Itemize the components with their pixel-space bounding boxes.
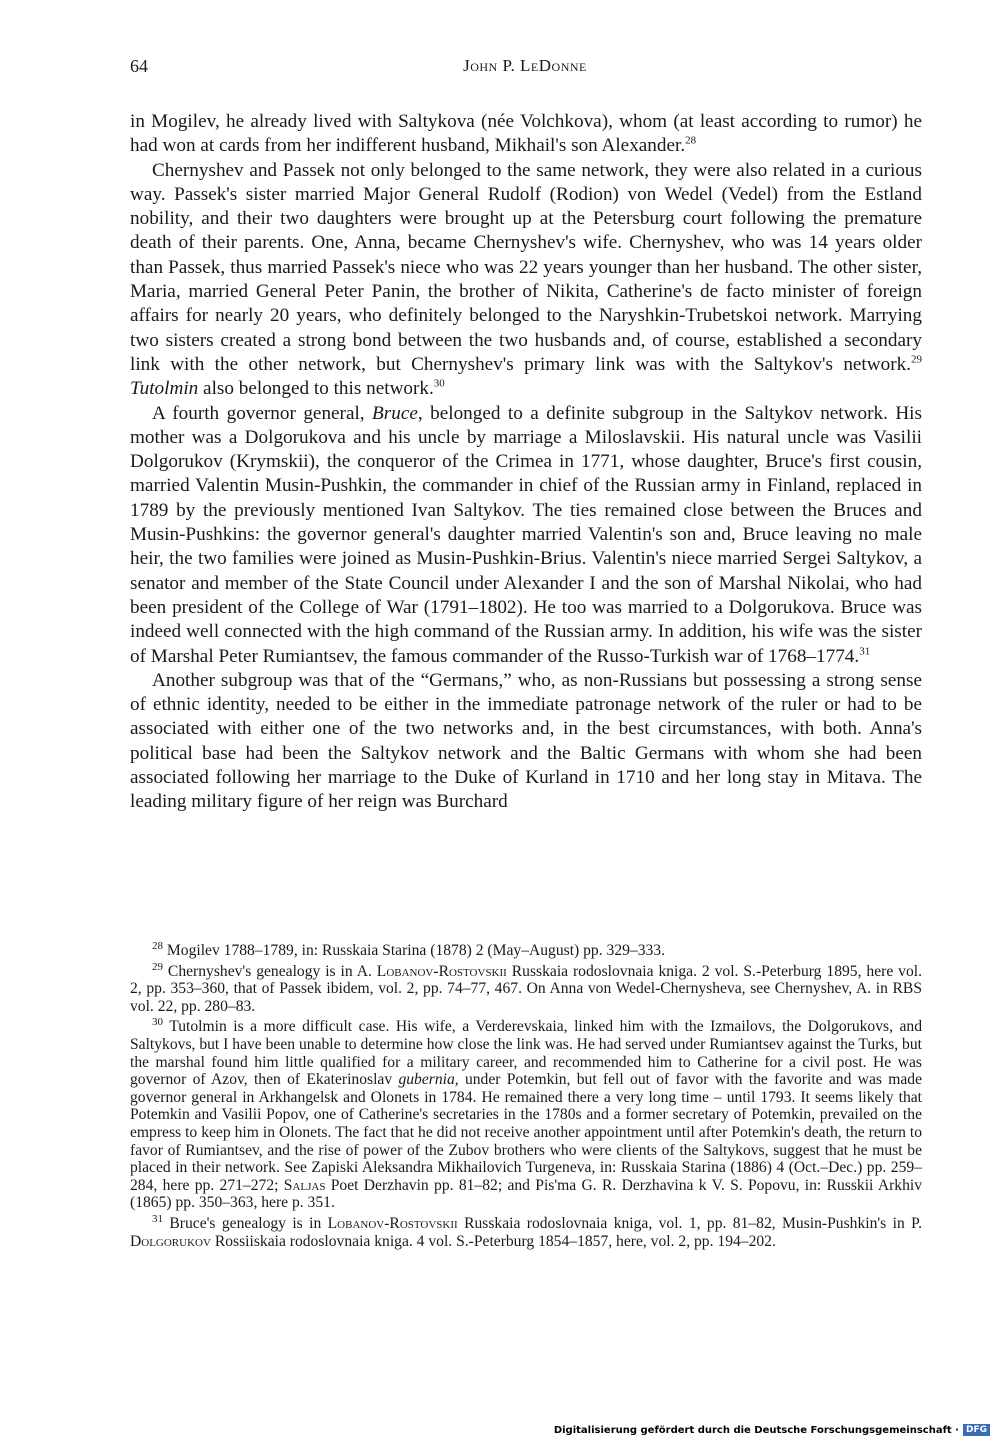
footnote-ref-30[interactable]: 30 (433, 377, 445, 390)
running-head: John P. LeDonne (463, 56, 587, 75)
page-header (130, 56, 920, 86)
footnote-ref-31[interactable]: 31 (859, 645, 871, 658)
footnotes (130, 939, 922, 1250)
paragraph-4: Another subgroup was that of the “Germans,” who, as non-Russians but possessing a strong sense of ethnic identity, needed to be either in the immediate patronage network of the ruler or had to be associated with either one of the two networks and, in the best circumstances, with both. Anna's political base had been the Saltykov network and the Baltic Germans with whom she had been associated following her marriage to the Duke of Kurland in 1710 and her long stay in Mitava. The leading military figure of her reign was Burchard (130, 669, 922, 813)
footnote-ref-29[interactable]: 29 (911, 353, 922, 366)
footnote-ref-28[interactable]: 28 (685, 134, 697, 147)
paragraph-3: A fourth governor general, Bruce, belonged to a definite subgroup in the Saltykov network. His mother was a Dolgorukova and his uncle by marriage a Miloslavskii. His natural uncle was Vasilii Dolgorukov (Krymskii), the conqueror of the Crimea in 1771, whose daughter, Bruce's first cousin, married Valentin Musin-Pushkin, the commander in chief of the Russian army in Finland, replaced in 1789 by the previously mentioned Ivan Saltykov. The ties remained close between the Bruces and Musin-Pushkins: the governor general's daughter married Valentin's son and, Bruce leaving no male heir, the two families were joined as Musin-Pushkin-Brius. Valentin's niece married Sergei Saltykov, a senator and member of the State Council under Alexander I and the son of Marshal Nikolai, who had been president of the College of War (1791–1802). He too was married to a Dolgorukova. Bruce was indeed well connected with the high command of the Russian army. In addition, his wife was the sister of Marshal Peter Rumiantsev, the famous commander of the Russo-Turkish war of 1768–1774.31 (130, 402, 922, 667)
footer-text: Digitalisierung gefördert durch die Deutsche Forschungsgemeinschaft · (553, 1424, 959, 1436)
footnote-31: $^{31}$ Bruce's genealogy is in Lobanov-Rostovskii Russkaia rodoslovnaia kniga, vol. 1, pp. 81–82, Musin-Pushkin's in P. Dolgorukov Rossiiskaia rodoslovnaia kniga. 4 vol. S.-Peterburg 1854–1857, here, vol. 2, pp. 194–202. (130, 1212, 922, 1250)
footnote-30: $^{30}$ Tutolmin is a more difficult case. His wife, a Verderevskaia, linked him with the Izmailovs, the Dolgorukovs, and Saltykovs, but I have been unable to determine how close the link was. He had served under Rumiantsev against the Turks, but the marshal found him little qualified for a military career, and recommended him to Catherine for a civil post. He was governor of Azov, then of Ekaterinoslav gubernia, under Potemkin, but fell out of favor with the favorite and was made governor general in Arkhangelsk and Olonets in 1784. He remained there a very long time – until 1793. It seems likely that Potemkin and Vasilii Popov, one of Catherine's secretaries in the 1780s and a former secretary of Potemkin, prevailed on the empress to keep him in Olonets. The fact that he did not receive another appointment until after Potemkin's death, the return to favor of Rumiantsev, and the rise of power of the Zubov brothers who were clients of the Saltykovs, suggest that he must be placed in their network. See Zapiski Aleksandra Mikhailovich Turgeneva, in: Russkaia Starina (1886) 4 (Oct.–Dec.) pp. 259–284, here pp. 271–272; Saljas Poet Derzhavin pp. 81–82; and Pis'ma G. R. Derzhavina k V. S. Popovu, in: Russkii Arkhiv (1865) pp. 350–363, here p. 351. (130, 1016, 922, 1212)
page-number: 64 (130, 56, 148, 76)
body-text (130, 110, 922, 815)
dfg-logo: DFG (963, 1424, 990, 1436)
footnote-28: $^{28}$ Mogilev 1788–1789, in: Russkaia Starina (1878) 2 (May–August) pp. 329–333. (152, 939, 666, 959)
paragraph-2: Chernyshev and Passek not only belonged to the same network, they were also related in a curious way. Passek's sister married Major General Rudolf (Rodion) von Wedel (Vedel) from the Estland nobility, and their two daughters were brought up at the Petersburg court following the premature death of their parents. One, Anna, became Chernyshev's wife. Chernyshev, who was 14 years older than Passek, thus married Passek's niece who was 22 years younger than her husband. The other sister, Maria, married General Peter Panin, the brother of Nikita, Catherine's de facto minister of foreign affairs for nearly 20 years, who definitely belonged to the Naryshkin-Trubetskoi network. Marrying two sisters created a strong bond between the two husbands and, of course, established a secondary link with the other network, but Chernyshev's primary link was with the Saltykov's network.$^{29}$ Tutolmin also belonged to this network.$^{30}$ (130, 159, 922, 400)
paragraph-1: in Mogilev, he already lived with Saltykova (née Volchkova), whom (at least according to rumor) he had won at cards from her indifferent husband, Mikhail's son Alexander.$^{28}$ (130, 111, 922, 157)
footnote-29: $^{29}$ Chernyshev's genealogy is in A. Lobanov-Rostovskii Russkaia rodoslovnaia kniga. 2 vol. S.-Peterburg 1895, here vol. 2, pp. 353–360, that of Passek ibidem, vol. 2, pp. 74–77, 467. On Anna von Wedel-Chernysheva, see Chernyshev, A. in RBS vol. 22, pp. 280–83. (130, 960, 922, 1015)
digitization-footer (554, 1424, 990, 1436)
